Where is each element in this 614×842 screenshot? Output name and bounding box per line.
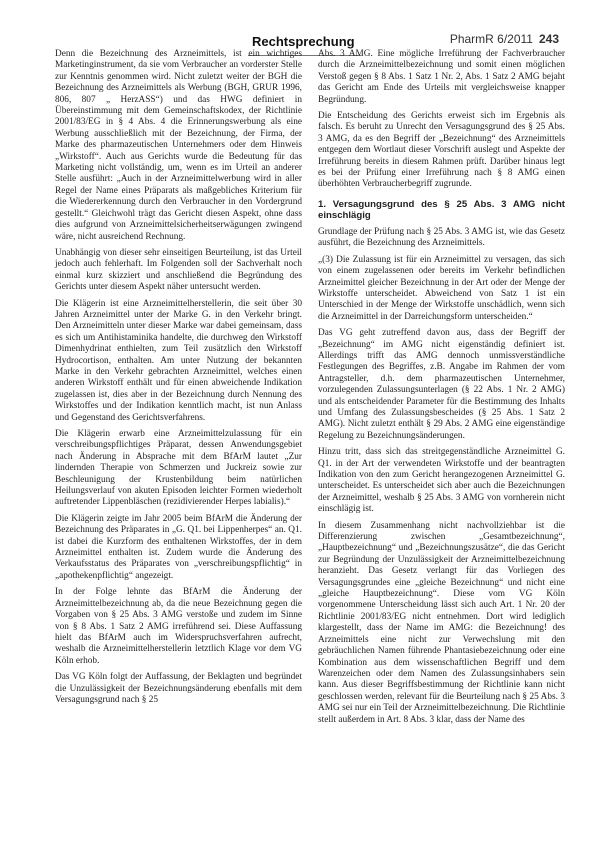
paragraph: Abs. 3 AMG. Eine mögliche Irreführung der Fachverbraucher durch die Arzneimittelbezeichnung und somit einen möglichen Verstoß gegen § 8 Abs. 1 Satz 1 Nr. 2, Abs. 1 Satz 2 AMG bejaht das Gericht am Ende des Urteils mit vergleichsweise knapper Begründung.	[318, 49, 565, 105]
paragraph: Hinzu tritt, dass sich das streitgegenständliche Arzneimittel G. Q1. in der Art der verwendeten Wirkstoffe und der beantragten Indikation von den zum Gericht herangezogenen Arzneimittel G. unterscheidet. Es unterscheidet sich aber auch die Bezeichnungen der Arzneimittel, weshalb § 25 Abs. 3 AMG von vornherein nicht einschlägig ist.	[318, 447, 565, 515]
left-column	[55, 49, 302, 711]
paragraph: Die Klägerin zeigte im Jahr 2005 beim BfArM die Änderung der Bezeichnung des Präparates in „G. Q1. bei Lippenherpes“ an. Q1. ist dabei die Kurzform des enthaltenen Wirkstoffes, der in dem Arzneimittel enthalten ist. Zudem wurde die Änderung des Verkaufsstatus des Präparates von „verschreibungspflichtig“ in „apothekenpflichtig“ angezeigt.	[55, 513, 302, 581]
page-header	[0, 18, 614, 48]
paragraph: Grundlage der Prüfung nach § 25 Abs. 3 AMG ist, wie das Gesetz ausführt, die Bezeichnung des Arzneimittels.	[318, 226, 565, 249]
paragraph: Denn die Bezeichnung des Arzneimittels, ist ein wichtiges Marketinginstrument, da sie vom Verbraucher an vorderster Stelle zur Kenntnis genommen wird. Nicht zuletzt weiter der BGH die Bezeichnung des Arzneimittels als Werbung (BGH, GRUR 1996, 806, 807 „ HerzASS“) und das HWG definiert in Übereinstimmung mit dem Gemeinschaftskodex, der Richtlinie 2001/83/EG in § 4 Abs. 4 die Erinnerungswerbung als eine Werbung ausschließlich mit der Bezeichnung, der Firma, der Marke des pharmazeutischen Unternehmers oder dem Hinweis „Wirkstoff“. Auch aus Gerichts wurde die Bedeutung für das Marketing nicht vollständig, um, wenn es im Urteil an anderer Stelle ausführt: „Auch in der Arzneimittelwerbung wird in aller Regel der Name eines Präparats als maßgebliches Kriterium für die Wiedererkennung durch den Verbraucher in den Vordergrund gestellt.“ Gleichwohl trägt das Gericht diesen Aspekt, ohne dass dies aufgrund von Arzneimittelsicherheitserwägungen zwingend wäre, nicht ausreichend Rechnung.	[55, 49, 302, 242]
paragraph: Die Entscheidung des Gerichts erweist sich im Ergebnis als falsch. Es beruht zu Unrecht den Versagungsgrund des § 25 Abs. 3 AMG, da es den Begriff der „Bezeichnung“ des Arzneimittels entgegen dem Wortlaut dieser Vorschrift auslegt und Aspekte der Irreführung bereits in diesem Rahmen prüft. Darüber hinaus legt es bei der Prüfung einer Irreführung nach § 8 AMG einen überhöhten Verbraucherbegriff zugrunde.	[318, 111, 565, 190]
journal-name: PharmR 6/2011	[449, 32, 533, 46]
right-column	[318, 49, 565, 731]
statute-quote: „(3) Die Zulassung ist für ein Arzneimittel zu versagen, das sich von einem zugelassenen oder bereits im Verkehr befindlichen Arzneimittel gleicher Bezeichnung in der Art oder der Menge der Wirkstoffe unterscheidet. Abweichend von Satz 1 ist ein Unterschied in der Menge der Wirkstoffe unschädlich, wenn sich die Arzneimittel in der Darreichungsform unterscheiden.“	[318, 254, 565, 322]
paragraph: In diesem Zusammenhang nicht nachvollziehbar ist die Differenzierung zwischen „Gesamtbezeichnung“, „Hauptbezeichnung“ und „Bezeichnungszusätze“, die das Gericht zur Begründung der Unzulässigkeit der Arzneimittelbezeichnung heranzieht. Das Gesetz verlangt für das Vorliegen des Versagungsgrundes eine „gleiche Bezeichnung“ und nicht eine „gleiche Hauptbezeichnung“. Diese vom VG Köln vorgenommene Unterscheidung lässt sich auch Art. 1 Nr. 20 der Richtlinie 2001/83/EG nicht entnehmen. Dort wird lediglich klargestellt, dass der Name im AMG: die Bezeichnung! des Arzneimittels eine nicht zur Verwechslung mit den gebräuchlichen Namen führende Phantasiebezeichnung oder eine Kombination aus dem wissenschaftlichen Begriff und dem Warenzeichen oder dem Namen des Zulassungsinhabers sein kann. Aus dieser Begriffsbestimmung der Richtlinie kann nicht geschlossen werden, relevant für die Beurteilung nach § 25 Abs. 3 AMG sei nur ein Teil der Arzneimittelbezeichnung. Die Richtlinie stellt außerdem in Art. 8 Abs. 3 klar, dass der Name des	[318, 520, 565, 725]
paragraph: In der Folge lehnte das BfArM die Änderung der Arzneimittelbezeichnung ab, da die neue Bezeichnung gegen die Vorgaben von § 25 Abs. 3 AMG verstoße und zudem im Sinne von § 8 Abs. 1 Satz 2 AMG irreführend sei. Diese Auffassung hielt das BfArM auch im Widerspruchsverfahren aufrecht, weshalb die Arzneimittelherstellerin letztlich Klage vor dem VG Köln erhob.	[55, 587, 302, 666]
paragraph: Die Klägerin ist eine Arzneimittelherstellerin, die seit über 30 Jahren Arzneimittel unter der Marke G. in den Verkehr bringt. Den Arzneimitteln unter dieser Marke war dabei gemeinsam, dass es sich um Antihistaminika handelte, die durchweg den Wirkstoff Dimenhydrinat enthielten, zum Teil zusätzlich den Wirkstoff Hydrocortison, enthalten. Am unter Nutzung der bekannten Marke in den Verkehr gebrachten Arzneimittel, welches einen anderen Wirkstoff enthält und für einen abweichende Indikation zugelassen ist, dies aber in der Bezeichnung durch Nennung des Wirkstoffes und der Indikation kenntlich macht, ist nun Anlass und Gegenstand des Gerichtsverfahrens.	[55, 298, 302, 423]
section-label: Rechtsprechung	[252, 34, 355, 49]
paragraph: Die Klägerin erwarb eine Arzneimittelzulassung für ein verschreibungspflichtiges Präparat, dessen Anwendungsgebiet nach Änderung in Absprache mit dem BfArM lautet „Zur lindernden Therapie von Schmerzen und Juckreiz sowie zur Beschleunigung der Krustenbildung beim natürlichen Heilungsverlauf von akuten Episoden leichter Formen wiederholt auftretender Lippenbläschen (rezidivierender Herpes labialis).“	[55, 429, 302, 508]
journal-reference	[450, 32, 559, 46]
section-heading: 1. Versagungsgrund des § 25 Abs. 3 AMG nicht einschlägig	[318, 198, 565, 221]
page-number: 243	[538, 32, 559, 46]
paragraph: Unabhängig von dieser sehr einseitigen Beurteilung, ist das Urteil jedoch auch fehlerhaft. Im Folgenden soll der Sachverhalt noch einmal kurz skizziert und anschließend die Begründung des Gerichts unter diesem Aspekt näher untersucht werden.	[55, 247, 302, 293]
paragraph: Das VG Köln folgt der Auffassung, der Beklagten und begründet die Unzulässigkeit der Bezeichnungsänderung ebenfalls mit dem Versagungsgrund nach § 25	[55, 672, 302, 705]
paragraph: Das VG geht zutreffend davon aus, dass der Begriff der „Bezeichnung“ im AMG nicht eigenständig definiert ist. Allerdings trifft das AMG dennoch unmissverständliche Festlegungen des Begriffes, z.B. Angabe im Rahmen der vom Antragsteller, d.h. dem pharmazeutischen Unternehmer, vorzulegenden Zulassungsunterlagen (§ 22 Abs. 1 Nr. 2 AMG) und als entscheidender Parameter für die Bestimmung des Inhalts und Umfang des Zulassungsbescheides (§ 25 Abs. 1 Satz 2 AMG). Nicht zuletzt enthält § 29 Abs. 2 AMG eine eigenständige Regelung zu Bezeichnungsänderungen.	[318, 328, 565, 441]
